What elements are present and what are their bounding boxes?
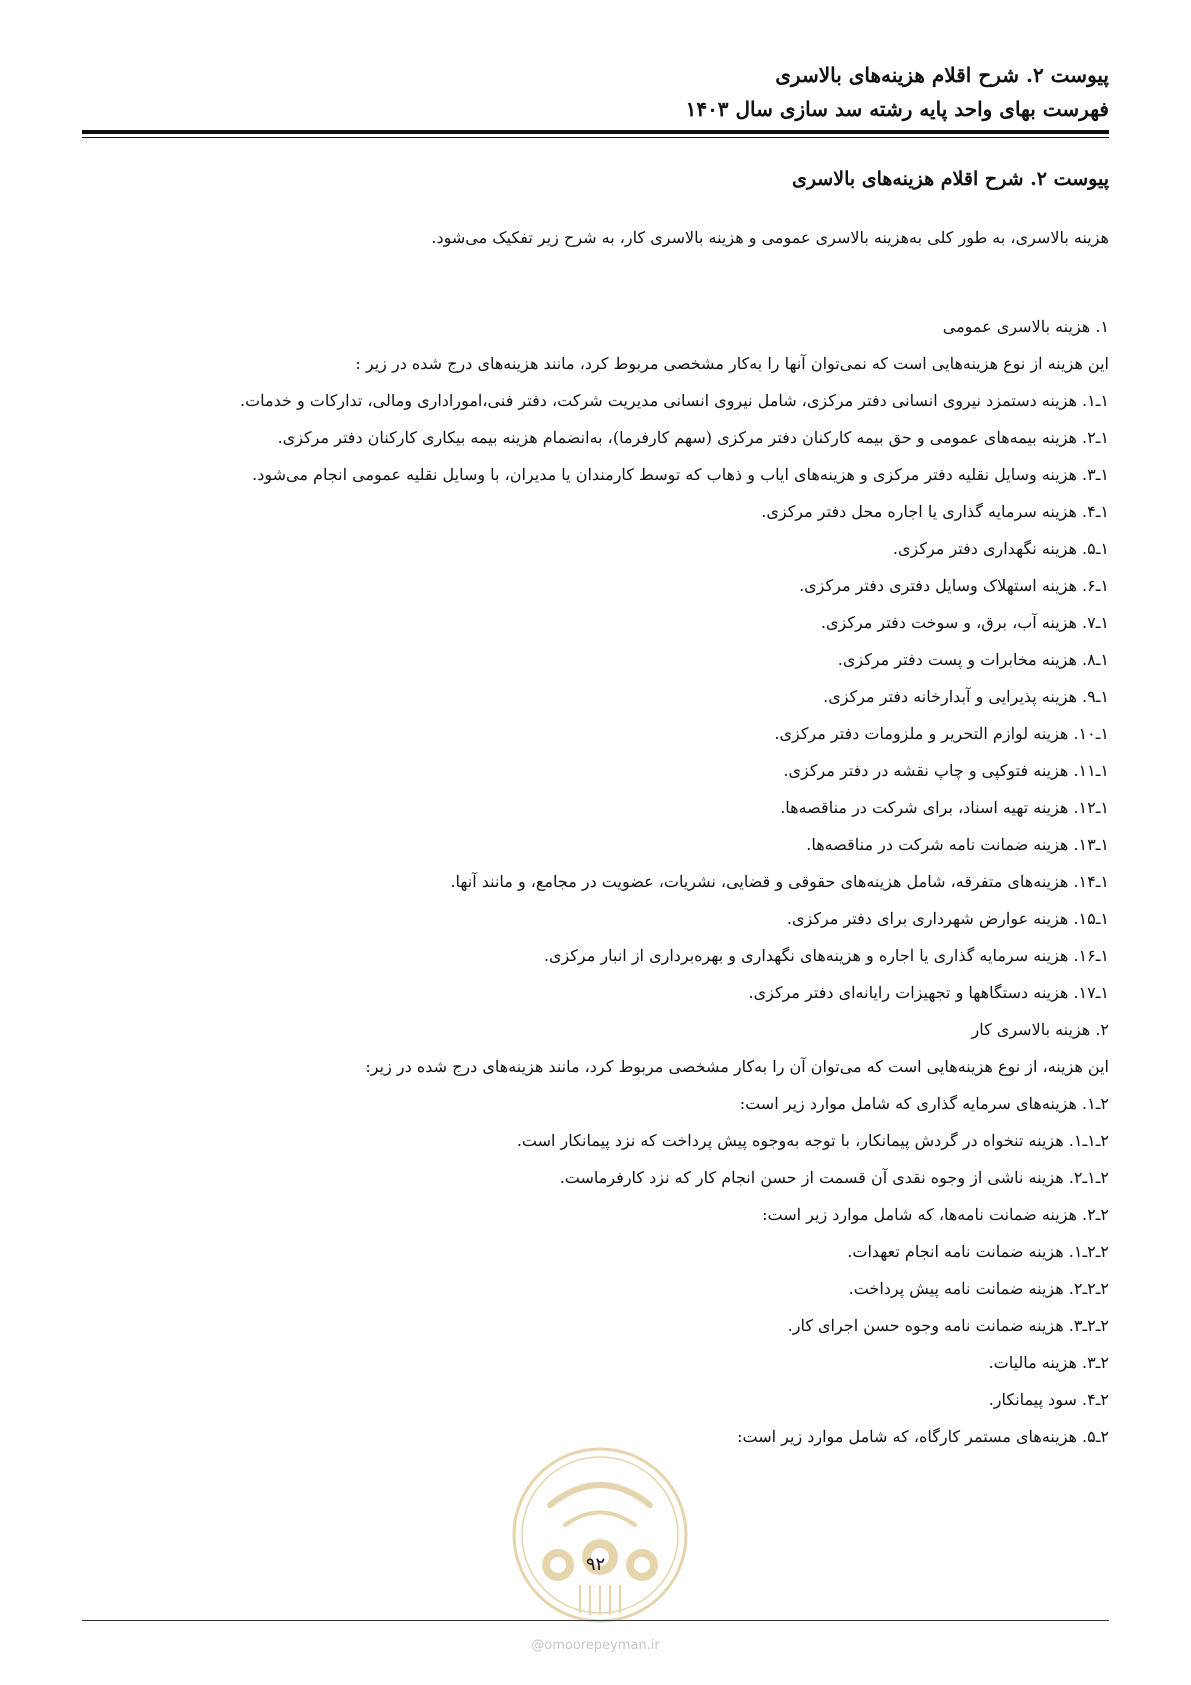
- section-title: پیوست ۲. شرح اقلام هزینه‌های بالاسری: [791, 168, 1109, 190]
- list-item: ۱ـ۱۲. هزینه تهیه اسناد، برای شرکت در مناقصه‌ها.: [780, 798, 1109, 817]
- header-subtitle: فهرست بهای واحد پایه رشته سد سازی سال ۱۴۰۳: [685, 97, 1109, 121]
- list-item: ۱ـ۱. هزینه دستمزد نیروی انسانی دفتر مرکزی، شامل نیروی انسانی مدیریت شرکت، دفتر فنی،اموراداری ومالی، تدارکات و خدمات.: [240, 391, 1109, 410]
- list-item: ۱ـ۹. هزینه پذیرایی و آبدارخانه دفتر مرکزی.: [823, 687, 1109, 706]
- list-item: ۲ـ۱ـ۲. هزینه ناشی از وجوه نقدی آن قسمت از حسن انجام کار که نزد کارفرماست.: [559, 1168, 1109, 1187]
- omoorepeyman-logo-watermark: [510, 1445, 690, 1625]
- list-item: ۱ـ۲. هزینه بیمه‌های عمومی و حق بیمه کارکنان دفتر مرکزی (سهم کارفرما)، به‌انضمام هزینه بیمه بیکاری کارکنان دفتر مرکزی.: [277, 428, 1109, 447]
- header-divider-thick: [82, 130, 1109, 134]
- list-item: ۲ـ۱. هزینه‌های سرمایه گذاری که شامل موارد زیر است:: [739, 1094, 1109, 1113]
- list-item: ۲. هزینه بالاسری کار: [971, 1020, 1109, 1039]
- list-item: ۱ـ۱۰. هزینه لوازم التحریر و ملزومات دفتر مرکزی.: [774, 724, 1109, 743]
- list-item: ۱ـ۷. هزینه آب، برق، و سوخت دفتر مرکزی.: [820, 613, 1109, 632]
- list-item: ۲ـ۲. هزینه ضمانت نامه‌ها، که شامل موارد زیر است:: [762, 1205, 1109, 1224]
- list-item: ۱ـ۱۳. هزینه ضمانت نامه شرکت در مناقصه‌ها.: [806, 835, 1109, 854]
- list-item: ۲ـ۵. هزینه‌های مستمر کارگاه، که شامل موارد زیر است:: [737, 1427, 1109, 1446]
- page-header: [82, 58, 1109, 126]
- footer-divider: [82, 1620, 1109, 1621]
- list-item: ۱ـ۴. هزینه سرمایه گذاری یا اجاره محل دفتر مرکزی.: [761, 502, 1109, 521]
- list-item: ۲ـ۴. سود پیمانکار.: [988, 1390, 1109, 1409]
- list-item: ۱. هزینه بالاسری عمومی: [942, 317, 1109, 336]
- list-item: ۲ـ۱ـ۱. هزینه تنخواه در گردش پیمانکار، با توجه به‌وجوه پیش پرداخت که نزد پیمانکار است.: [516, 1131, 1109, 1150]
- list-item: ۲ـ۲ـ۳. هزینه ضمانت نامه وجوه حسن اجرای کار.: [787, 1316, 1109, 1335]
- cost-items-list: [82, 308, 1109, 1455]
- list-item: ۱ـ۱۴. هزینه‌های متفرقه، شامل هزینه‌های حقوقی و قضایی، نشریات، عضویت در مجامع، و مانند آنها.: [450, 872, 1109, 891]
- header-title: پیوست ۲. شرح اقلام هزینه‌های بالاسری: [775, 63, 1109, 87]
- list-item: ۲ـ۳. هزینه مالیات.: [988, 1353, 1109, 1372]
- page-number: ۹۲: [585, 1554, 606, 1575]
- website-watermark: @omoorepeyman.ir: [531, 1638, 660, 1653]
- intro-paragraph: هزینه بالاسری، به طور کلی به‌هزینه بالاسری عمومی و هزینه بالاسری کار، به شرح زیر تفکیک می‌شود.: [431, 228, 1109, 247]
- list-item: این هزینه از نوع هزینه‌هایی است که نمی‌توان آنها را به‌کار مشخصی مربوط کرد، مانند هزینه‌های درج شده در زیر :: [355, 354, 1109, 373]
- list-item: ۱ـ۸. هزینه مخابرات و پست دفتر مرکزی.: [837, 650, 1109, 669]
- list-item: ۱ـ۱۱. هزینه فتوکپی و چاپ نقشه در دفتر مرکزی.: [783, 761, 1109, 780]
- list-item: ۱ـ۶. هزینه استهلاک وسایل دفتری دفتر مرکزی.: [799, 576, 1109, 595]
- list-item: ۱ـ۱۵. هزینه عوارض شهرداری برای دفتر مرکزی.: [786, 909, 1109, 928]
- list-item: این هزینه، از نوع هزینه‌هایی است که می‌توان آن را به‌کار مشخصی مربوط کرد، مانند هزینه‌های درج شده در زیر:: [365, 1057, 1109, 1076]
- list-item: ۱ـ۱۷. هزینه دستگاهها و تجهیزات رایانه‌ای دفتر مرکزی.: [748, 983, 1109, 1002]
- list-item: ۱ـ۵. هزینه نگهداری دفتر مرکزی.: [892, 539, 1109, 558]
- list-item: ۱ـ۳. هزینه وسایل نقلیه دفتر مرکزی و هزینه‌های ایاب و ذهاب که توسط کارمندان یا مدیران، با وسایل نقلیه عمومی انجام می‌شود.: [252, 465, 1109, 484]
- list-item: ۲ـ۲ـ۲. هزینه ضمانت نامه پیش پرداخت.: [848, 1279, 1109, 1298]
- list-item: ۲ـ۲ـ۱. هزینه ضمانت نامه انجام تعهدات.: [847, 1242, 1109, 1261]
- list-item: ۱ـ۱۶. هزینه سرمایه گذاری یا اجاره و هزینه‌های نگهداری و بهره‌برداری از انبار مرکزی.: [543, 946, 1109, 965]
- header-divider-thin: [82, 137, 1109, 138]
